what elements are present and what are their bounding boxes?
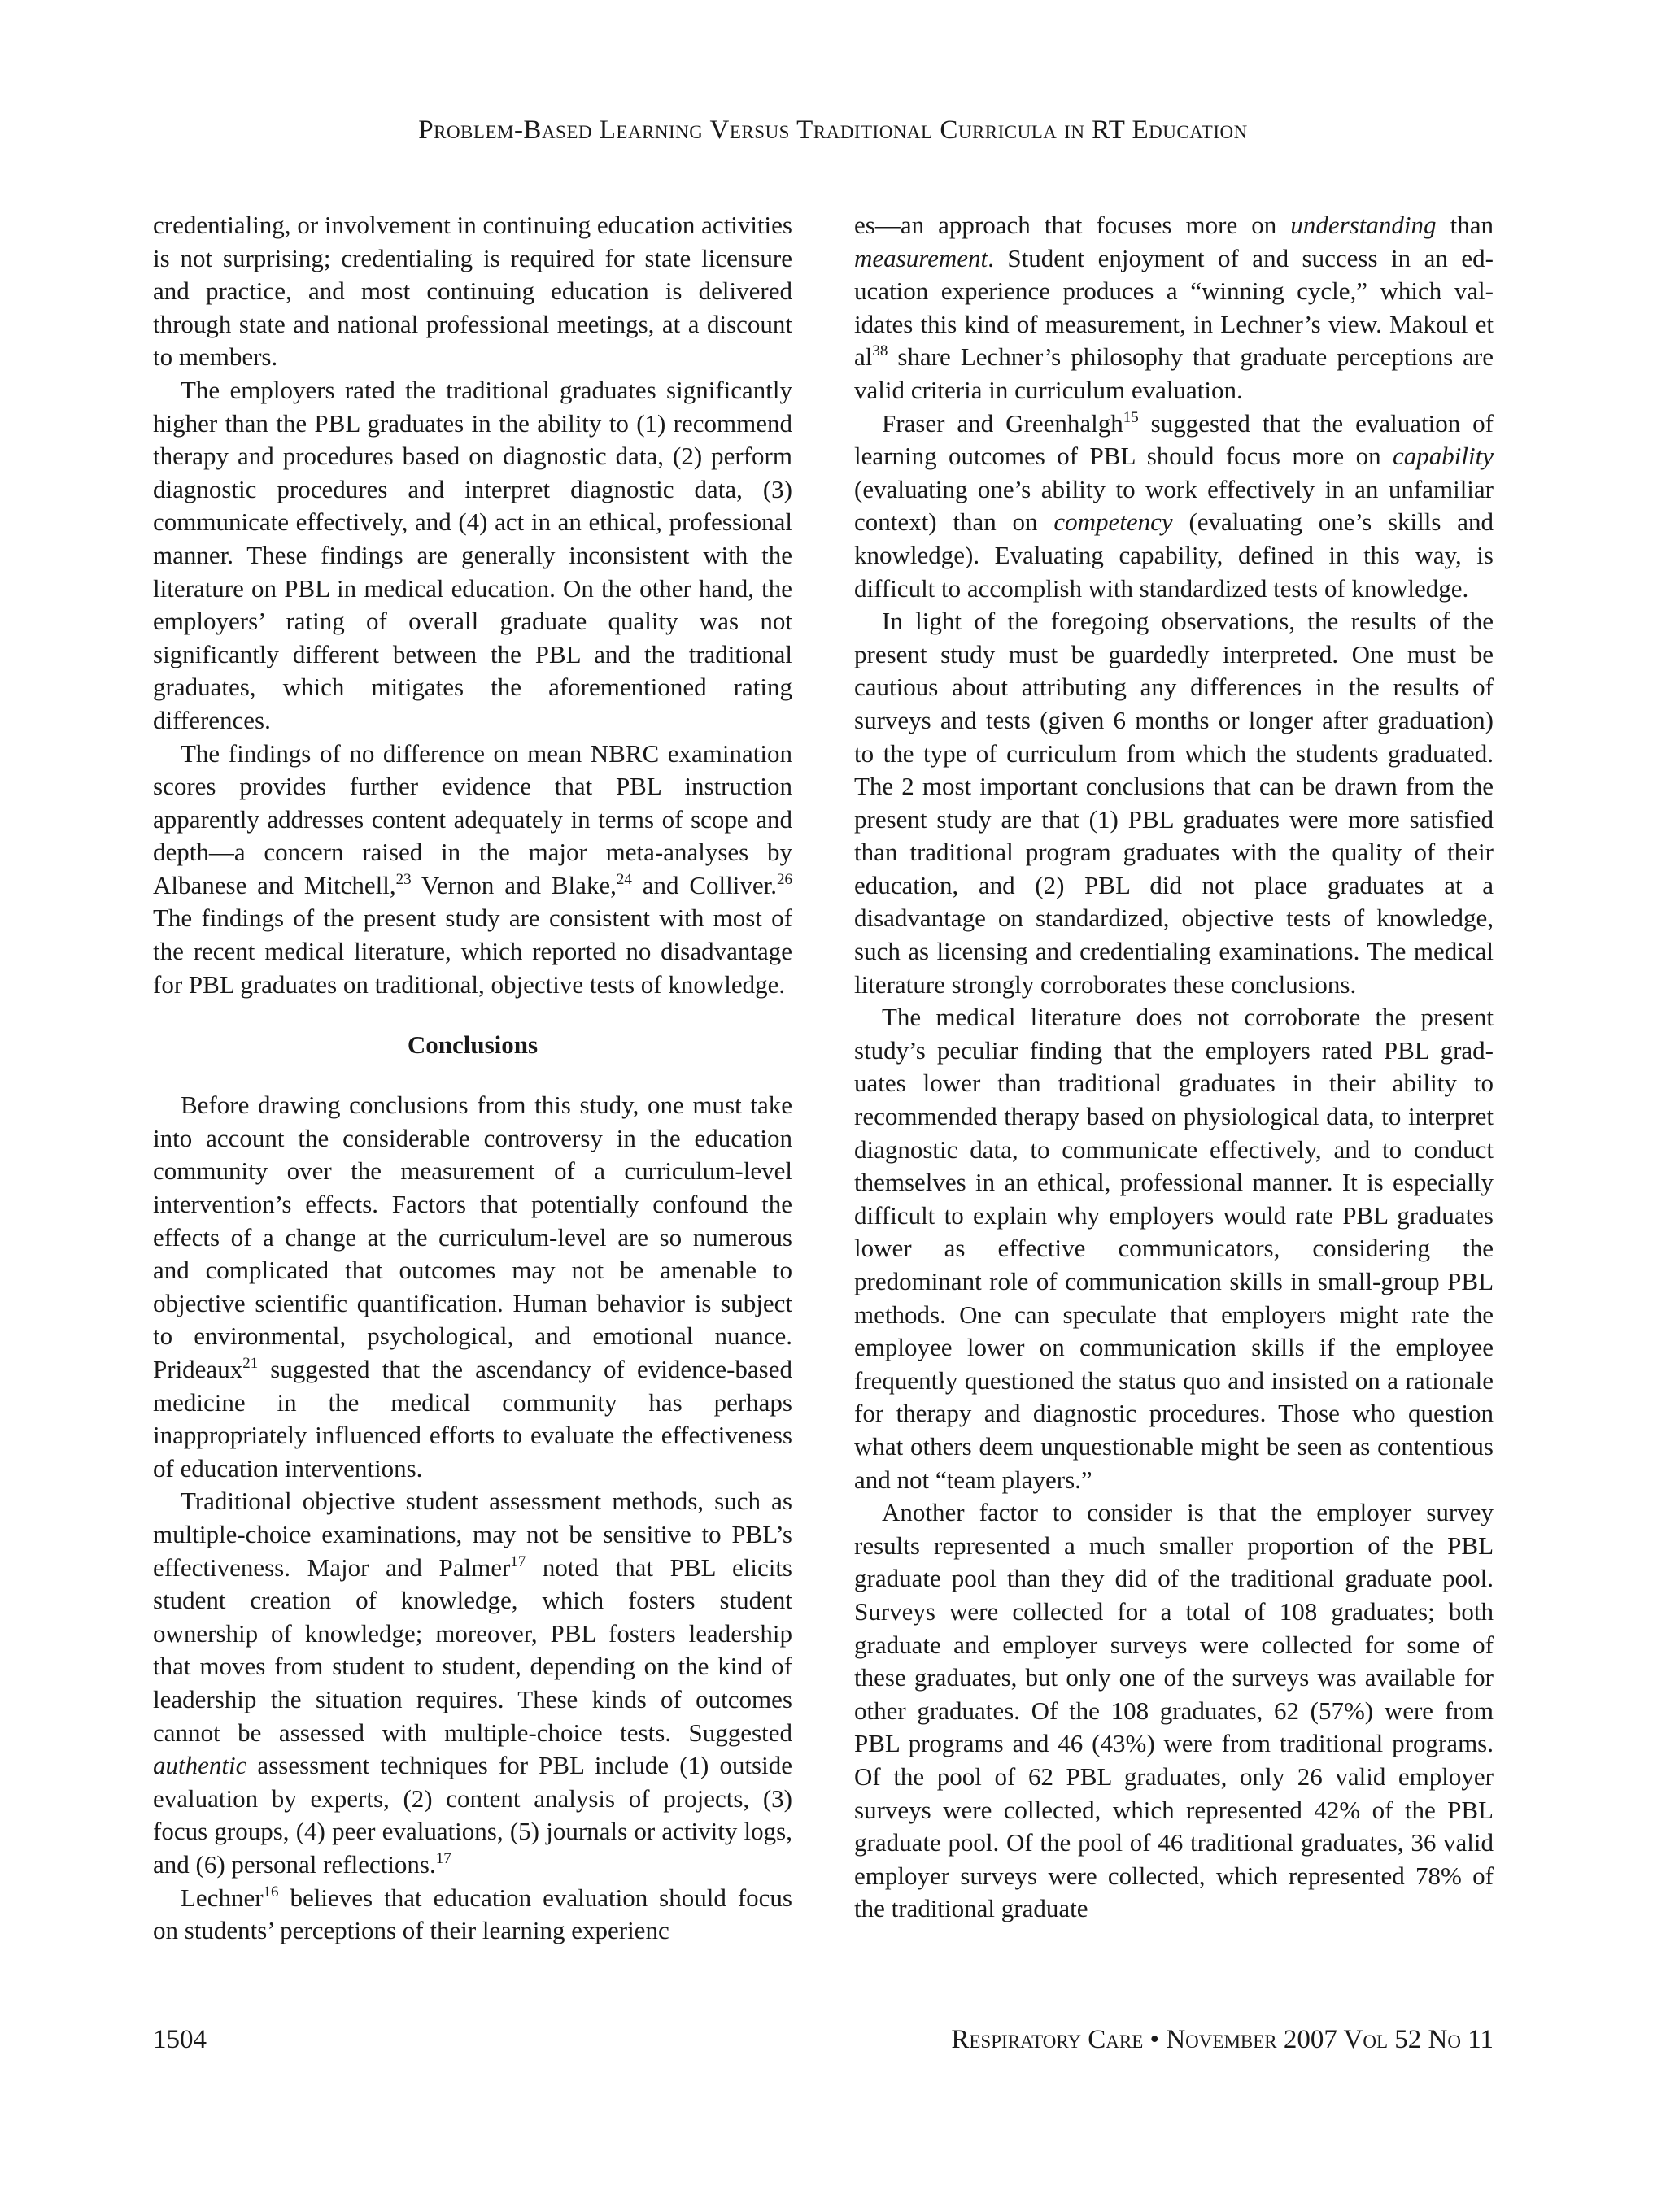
text-run: than (1436, 211, 1494, 239)
text-run: Before drawing conclusions from this study, one must take into account the considerable controversy in the education community over the measurement of a curriculum-level intervention’s effects. Factors that potentially confound the effects of a change at the curriculum-level are so numerous and complicated that outcomes may not be amenable to objective scientific quantification. Human behavior is subject to environmental, psychological, and emotional nuance. Prideaux (153, 1091, 792, 1383)
text-run: es—an approach that focuses more on (854, 211, 1291, 239)
page-number: 1504 (153, 2025, 207, 2054)
text-run: Lechner (181, 1883, 264, 1912)
running-header: Problem-Based Learning Versus Traditional Curricula in RT Education (418, 115, 1248, 145)
text-run: Vernon and Blake, (411, 870, 617, 899)
text-run: The findings of no difference on mean NBRC examination scores provides further evidence that PBL instruction apparently addresses content adequately in terms of scope and depth—a concern raised in the major meta-analyses by Albanese and Mitchell, (153, 738, 792, 899)
text-run: The findings of the present study are consistent with most of the recent medical literature, which reported no disadvantage for PBL graduates on traditional, objective tests of knowledge. (153, 904, 792, 999)
citation-ref: 16 (263, 1883, 279, 1901)
text-run: . Student enjoyment of and success in an education experience produces a “winning cycle,” which validates this kind of measurement, in Lechner’s view. Makoul et al (854, 243, 1494, 372)
citation-ref: 17 (435, 1849, 451, 1867)
paragraph (153, 1485, 792, 1881)
citation-ref: 23 (395, 870, 412, 888)
emphasis: competency (1053, 507, 1173, 537)
text-run: assessment techniques for PBL include (1) outside evaluation by experts, (2) content analysis of projects, (3) focus groups, (4) peer evaluations, (5) journals or activity logs, and (6) personal reflections. (153, 1751, 792, 1879)
citation-ref: 17 (510, 1552, 526, 1570)
citation-ref: 15 (1123, 408, 1139, 426)
emphasis: authentic (153, 1751, 247, 1780)
text-run: noted that PBL elicits student creation of knowledge, which fosters student ownership of knowledge; moreover, PBL fosters leadership that moves from student to student, depending on the kind of leadership the situation requires. These kinds of outcomes cannot be assessed with multiple-choice tests. Suggested (153, 1552, 792, 1747)
text-run: believes that education evaluation should focus on students’ perceptions of their learning experienc (153, 1883, 792, 1945)
emphasis: understanding (1290, 211, 1437, 239)
text-run: (evaluating one’s skills and knowledge). Evaluating capability, defined in this way, is difficult to accomplish with standardized tests of knowledge. (854, 507, 1494, 603)
paragraph: In light of the foregoing observations, the results of the present study must be guardedly interpreted. One must be cautious about attributing any differences in the results of surveys and tests (given 6 months or longer after graduation) to the type of curriculum from which the students graduated. The 2 most important conclusions that can be drawn from the present study are that (1) PBL graduates were more satisfied than traditional program graduates with the quality of their education, and (2) PBL did not place graduates at a disadvantage on standardized, objective tests of knowledge, such as licensing and credentialing examinations. The medical literature strongly corroborates these conclusions. (854, 607, 1494, 999)
section-heading: Conclusions (407, 1030, 539, 1060)
text-run: and Colliver. (631, 870, 777, 899)
journal-citation: Respiratory Care • November 2007 Vol 52 No 11 (951, 2025, 1494, 2054)
left-column (153, 209, 792, 1948)
paragraph (854, 407, 1494, 606)
citation-ref: 21 (242, 1355, 259, 1372)
citation-ref: 24 (616, 870, 632, 888)
citation-ref: 26 (777, 870, 792, 888)
page-footer (153, 2025, 1494, 2055)
paragraph (854, 209, 1494, 407)
citation-ref: 38 (872, 342, 888, 360)
right-column (854, 209, 1494, 1926)
paragraph: The medical literature does not corroborate the present study’s peculiar finding that the employers rated PBL graduates lower than traditional graduates in their ability to recommended therapy based on physiological data, to interpret diagnostic data, to communicate effectively, and to conduct themselves in an ethical, professional manner. It is especially difficult to explain why employers would rate PBL graduates lower as effective communicators, considering the predominant role of communication skills in small-group PBL methods. One can speculate that employers might rate the employee lower on communication skills if the employee frequently questioned the status quo and insisted on a rationale for therapy and diagnostic procedures. Those who question what others deem unquestionable might be seen as contentious and not “team players.” (854, 1003, 1494, 1494)
text-run: suggested that the evaluation of learning outcomes of PBL should focus more on (854, 408, 1494, 471)
text-run: Fraser and Greenhalgh (882, 408, 1123, 438)
paragraph (153, 1882, 792, 1948)
text-run: Traditional objective student assessment methods, such as multiple-choice examinations, may not be sensitive to PBL’s effectiveness. Major and Palmer (153, 1487, 792, 1582)
emphasis: measurement (854, 243, 988, 272)
paragraph (153, 1089, 792, 1485)
text-run: (evaluating one’s ability to work effectively in an unfamiliar context) than on (854, 474, 1494, 537)
text-run: suggested that the ascendancy of evidence-based medicine in the medical community has perhaps inappropriately influenced efforts to evaluate the effectiveness of education interventions. (153, 1355, 792, 1483)
paragraph: Another factor to consider is that the employer survey results represented a much smaller proportion of the PBL graduate pool than they did of the traditional graduate pool. Surveys were collected for a total of 108 graduates; both graduate and employer surveys were collected for some of these graduates, but only one of the surveys was available for other graduates. Of the 108 graduates, 62 (57%) were from PBL programs and 46 (43%) were from traditional programs. Of the pool of 62 PBL graduates, only 26 valid employer surveys were collected, which represented 42% of the PBL graduate pool. Of the pool of 46 traditional graduates, 36 valid employer surveys were collected, which represented 78% of the traditional graduate (854, 1498, 1494, 1923)
paragraph (153, 738, 792, 1002)
text-run: share Lechner’s philosophy that graduate perceptions are valid criteria in curriculum evaluation. (854, 342, 1494, 404)
paragraph: credentialing, or involvement in continuing education activities is not surprising; credentialing is required for state licensure and practice, and most continuing education is delivered through state and national professional meetings, at a discount to members. (153, 211, 792, 372)
paragraph: The employers rated the traditional graduates significantly higher than the PBL graduates in the ability to (1) recommend therapy and procedures based on diagnostic data, (2) perform diagnostic procedures and interpret diagnostic data, (3) communicate effectively, and (4) act in an ethical, professional manner. These findings are generally inconsistent with the literature on PBL in medical education. On the other hand, the employers’ rating of overall graduate quality was not significantly different between the PBL and the traditional graduates, which mitigates the aforementioned rating differences. (153, 375, 792, 734)
emphasis: capability (1393, 442, 1494, 471)
